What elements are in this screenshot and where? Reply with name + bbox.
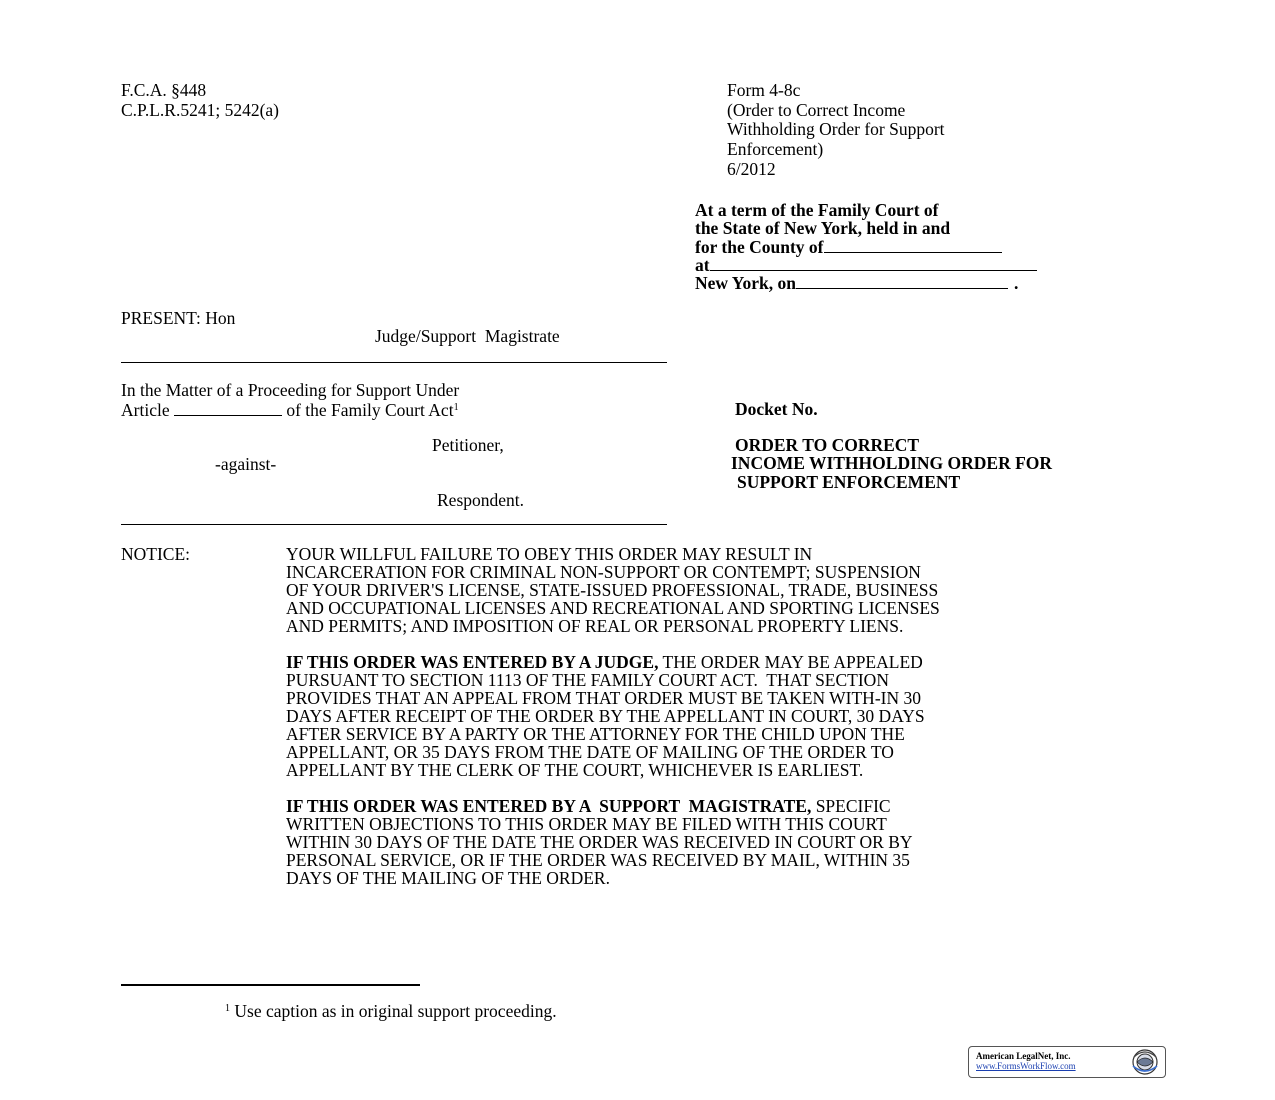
order-title-line-1: ORDER TO CORRECT bbox=[735, 435, 920, 455]
notice-paragraph-2 bbox=[286, 653, 1166, 779]
judge-title: Judge/Support Magistrate bbox=[375, 326, 560, 346]
footnote-ref: 1 bbox=[453, 402, 459, 413]
location-label: at bbox=[695, 255, 710, 275]
form-title-line-3: Enforcement) bbox=[727, 139, 824, 159]
docket-label: Docket No. bbox=[735, 399, 818, 419]
judge-appeal-heading: IF THIS ORDER WAS ENTERED BY A JUDGE, bbox=[286, 652, 659, 672]
notice-p2-line: AFTER SERVICE BY A PARTY OR THE ATTORNEY FOR THE CHILD UPON THE bbox=[286, 724, 905, 744]
petitioner-label: Petitioner, bbox=[432, 435, 504, 455]
publisher-badge[interactable] bbox=[968, 1046, 1166, 1078]
notice-p1-line: AND OCCUPATIONAL LICENSES AND RECREATIONAL AND SPORTING LICENSES bbox=[286, 598, 940, 618]
magistrate-objection-heading: IF THIS ORDER WAS ENTERED BY A SUPPORT MAGISTRATE, bbox=[286, 796, 812, 816]
date-period: . bbox=[1013, 273, 1019, 293]
article-blank[interactable] bbox=[174, 400, 282, 416]
divider-bottom bbox=[121, 524, 667, 525]
matter-line-1: In the Matter of a Proceeding for Support Under bbox=[121, 380, 460, 400]
court-term-date bbox=[695, 273, 1018, 293]
footnote-text bbox=[225, 1002, 557, 1021]
article-suffix: of the Family Court Act bbox=[286, 400, 454, 420]
judge-appeal-text: THE ORDER MAY BE APPEALED bbox=[658, 652, 923, 672]
notice-p2-line: APPELLANT, OR 35 DAYS FROM THE DATE OF MAILING OF THE ORDER TO bbox=[286, 742, 894, 762]
court-term-line-1: At a term of the Family Court of bbox=[695, 200, 939, 220]
notice-p2-line: APPELLANT BY THE CLERK OF THE COURT, WHICHEVER IS EARLIEST. bbox=[286, 760, 864, 780]
notice-p3-line: PERSONAL SERVICE, OR IF THE ORDER WAS RECEIVED BY MAIL, WITHIN 35 bbox=[286, 850, 910, 870]
notice-p2-line: PROVIDES THAT AN APPEAL FROM THAT ORDER MUST BE TAKEN WITH-IN 30 bbox=[286, 688, 921, 708]
county-blank[interactable] bbox=[824, 237, 1002, 253]
order-title-line-3: SUPPORT ENFORCEMENT bbox=[737, 472, 961, 492]
publisher-name: American LegalNet, Inc. bbox=[976, 1051, 1071, 1061]
notice-p3-first-line bbox=[286, 797, 1166, 815]
magistrate-objection-text: SPECIFIC bbox=[811, 796, 891, 816]
form-title-line-2: Withholding Order for Support bbox=[727, 119, 945, 139]
date-label: New York, on bbox=[695, 273, 796, 293]
court-term-location bbox=[695, 255, 1037, 275]
notice-p1-line: INCARCERATION FOR CRIMINAL NON-SUPPORT OR CONTEMPT; SUSPENSION bbox=[286, 562, 921, 582]
form-date: 6/2012 bbox=[727, 159, 776, 179]
article-label: Article bbox=[121, 400, 170, 420]
statute-reference-fca: F.C.A. §448 bbox=[121, 80, 207, 100]
globe-logo-icon bbox=[1128, 1048, 1162, 1076]
notice-p1-line: OF YOUR DRIVER'S LICENSE, STATE-ISSUED PROFESSIONAL, TRADE, BUSINESS bbox=[286, 580, 939, 600]
divider-top bbox=[121, 362, 667, 363]
court-term-line-2: the State of New York, held in and bbox=[695, 218, 951, 238]
footnote-separator bbox=[121, 984, 420, 986]
date-blank[interactable] bbox=[796, 273, 1008, 289]
form-title-line-1: (Order to Correct Income bbox=[727, 100, 906, 120]
against-label: -against- bbox=[215, 454, 277, 474]
footnote-body: Use caption as in original support proceeding. bbox=[230, 1001, 557, 1021]
publisher-url-link[interactable]: www.FormsWorkFlow.com bbox=[976, 1061, 1076, 1071]
notice-p2-line: PURSUANT TO SECTION 1113 OF THE FAMILY COURT ACT. THAT SECTION bbox=[286, 670, 889, 690]
form-number: Form 4-8c bbox=[727, 80, 801, 100]
notice-p1-line: YOUR WILLFUL FAILURE TO OBEY THIS ORDER MAY RESULT IN bbox=[286, 544, 813, 564]
notice-p3-line: WRITTEN OBJECTIONS TO THIS ORDER MAY BE FILED WITH THIS COURT bbox=[286, 814, 887, 834]
notice-paragraph-1 bbox=[286, 545, 1166, 635]
notice-p2-first-line bbox=[286, 653, 1166, 671]
court-term-county bbox=[695, 237, 1002, 257]
notice-p2-line: DAYS AFTER RECEIPT OF THE ORDER BY THE APPELLANT IN COURT, 30 DAYS bbox=[286, 706, 925, 726]
statute-reference-cplr: C.P.L.R.5241; 5242(a) bbox=[121, 100, 279, 120]
order-title-line-2: INCOME WITHHOLDING ORDER FOR bbox=[731, 453, 1053, 473]
county-label: for the County of bbox=[695, 237, 824, 257]
location-blank[interactable] bbox=[710, 255, 1037, 271]
matter-article-line bbox=[121, 400, 459, 420]
notice-p1-line: AND PERMITS; AND IMPOSITION OF REAL OR PERSONAL PROPERTY LIENS. bbox=[286, 616, 904, 636]
respondent-label: Respondent. bbox=[437, 490, 525, 510]
notice-p3-line: DAYS OF THE MAILING OF THE ORDER. bbox=[286, 868, 610, 888]
notice-paragraph-3 bbox=[286, 797, 1166, 887]
footnote-number: 1 bbox=[225, 1003, 230, 1014]
notice-p3-line: WITHIN 30 DAYS OF THE DATE THE ORDER WAS RECEIVED IN COURT OR BY bbox=[286, 832, 913, 852]
present-label: PRESENT: Hon bbox=[121, 308, 236, 328]
notice-label: NOTICE: bbox=[121, 544, 191, 564]
